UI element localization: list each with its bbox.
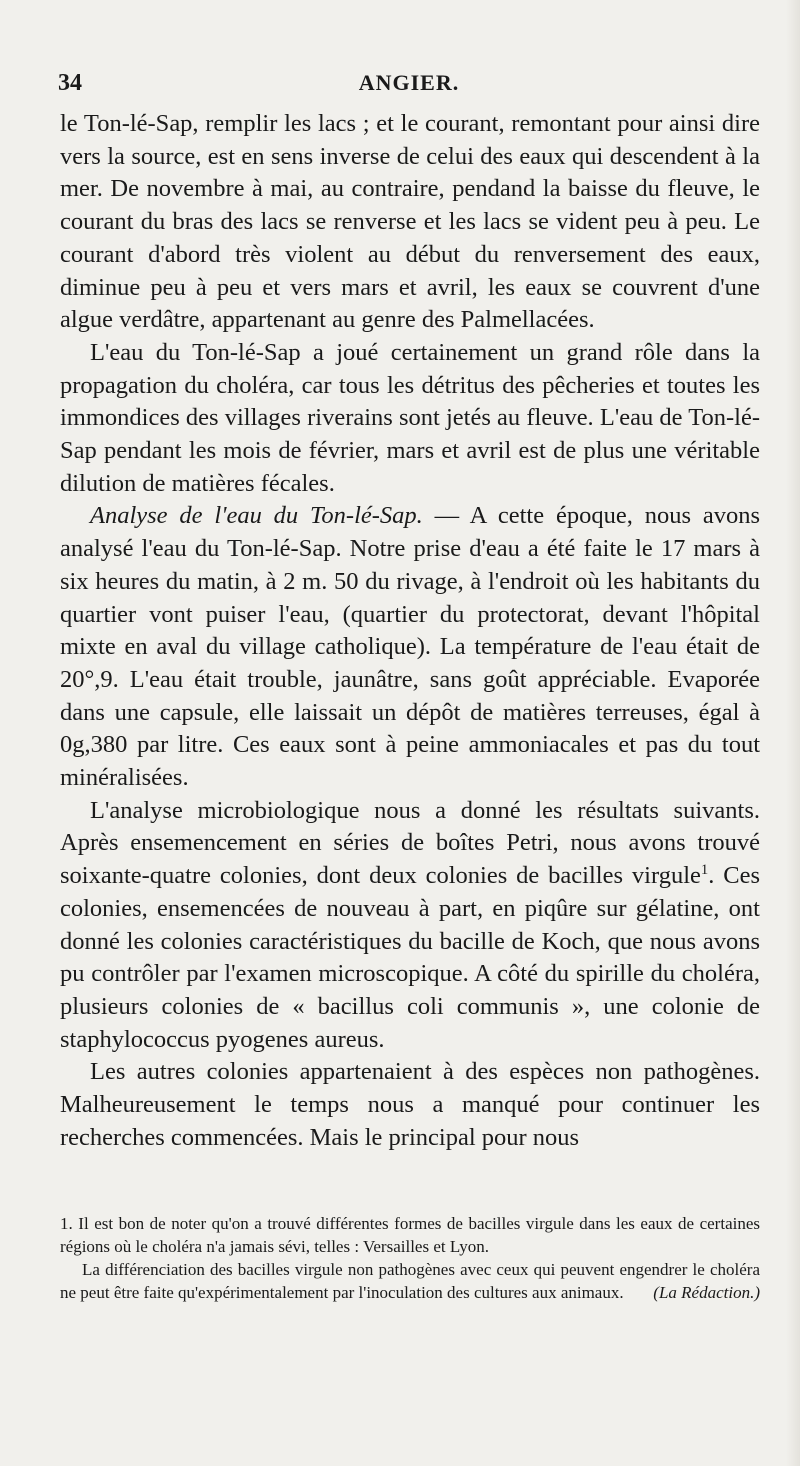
page-header <box>58 70 760 106</box>
paragraph-3-text: — A cette époque, nous avons analysé l'eau du Ton-lé-Sap. Notre prise d'eau a été faite le 17 mars à six heures du matin, à 2 m. 50 du rivage, à l'endroit où les habitants du quartier vont puiser l'eau, (quartier du protectorat, devant l'hôpital mixte en aval du village catholique). La température de l'eau était de 20°,9. L'eau était trouble, jaunâtre, sans goût appréciable. Evaporée dans une capsule, elle laissait un dépôt de matières terreuses, égal à 0g,380 par litre. Ces eaux sont à peine ammoniacales et pas du tout minéralisées. <box>60 502 760 792</box>
paragraph-4 <box>60 795 760 1057</box>
paragraph-1: le Ton-lé-Sap, remplir les lacs ; et le courant, remontant pour ainsi dire vers la source, est en sens inverse de celui des eaux qui descendent à la mer. De novembre à mai, au contraire, pendand la baisse du fleuve, le courant du bras des lacs se renverse et les lacs se vident peu à peu. Le courant d'abord très violent au début du renversement des eaux, diminue peu à peu et vers mars et avril, les eaux se couvrent d'une algue verdâtre, appartenant au genre des Palmellacées. <box>60 110 760 334</box>
paragraph-2: L'eau du Ton-lé-Sap a joué certainement un grand rôle dans la propagation du choléra, car tous les détritus des pêcheries et toutes les immondices des villages riverains sont jetés au fleuve. L'eau de Ton-lé-Sap pendant les mois de février, mars et avril est de plus une véritable dilution de matières fécales. <box>60 338 760 497</box>
page-number: 34 <box>58 70 82 96</box>
running-head: ANGIER. <box>358 70 460 95</box>
paragraph-5: Les autres colonies appartenaient à des espèces non pathogènes. Malheureusement le temps nous a manqué pour continuer les recherches commencées. Mais le principal pour nous <box>60 1058 760 1151</box>
body-text <box>60 108 760 1155</box>
paragraph-4-text-a: L'analyse microbiologique nous a donné les résultats suivants. Après ensemencement en séries de boîtes Petri, nous avons trouvé soixante-quatre colonies, dont deux colonies de bacilles virgule <box>60 796 760 890</box>
paragraph-4-text-b: . Ces colonies, ensemencées de nouveau à part, en piqûre sur gélatine, ont donné les colonies caractéristiques du bacille de Koch, que nous avons pu contrôler par l'examen microscopique. A côté du spirille du choléra, plusieurs colonies de « bacillus coli communis », une colonie de staphylococcus pyogenes aureus. <box>60 862 760 1053</box>
footnote-marker: 1 <box>700 862 709 879</box>
footnote-2 <box>60 1258 760 1304</box>
paragraph-3 <box>60 500 760 794</box>
editorial-signature: (La Rédaction.) <box>653 1283 760 1302</box>
page-edge <box>786 0 800 1466</box>
section-heading: Analyse de l'eau du Ton-lé-Sap. <box>90 502 423 530</box>
footnote-1: 1. Il est bon de noter qu'on a trouvé différentes formes de bacilles virgule dans les eaux de certaines régions où le choléra n'a jamais sévi, telles : Versailles et Lyon. <box>60 1214 760 1256</box>
footnote-2-text: La différenciation des bacilles virgule non pathogènes avec ceux qui peuvent engendrer le choléra ne peut être faite qu'expérimentalement par l'inoculation des cultures aux animaux. <box>60 1260 760 1302</box>
footnotes <box>60 1212 760 1304</box>
